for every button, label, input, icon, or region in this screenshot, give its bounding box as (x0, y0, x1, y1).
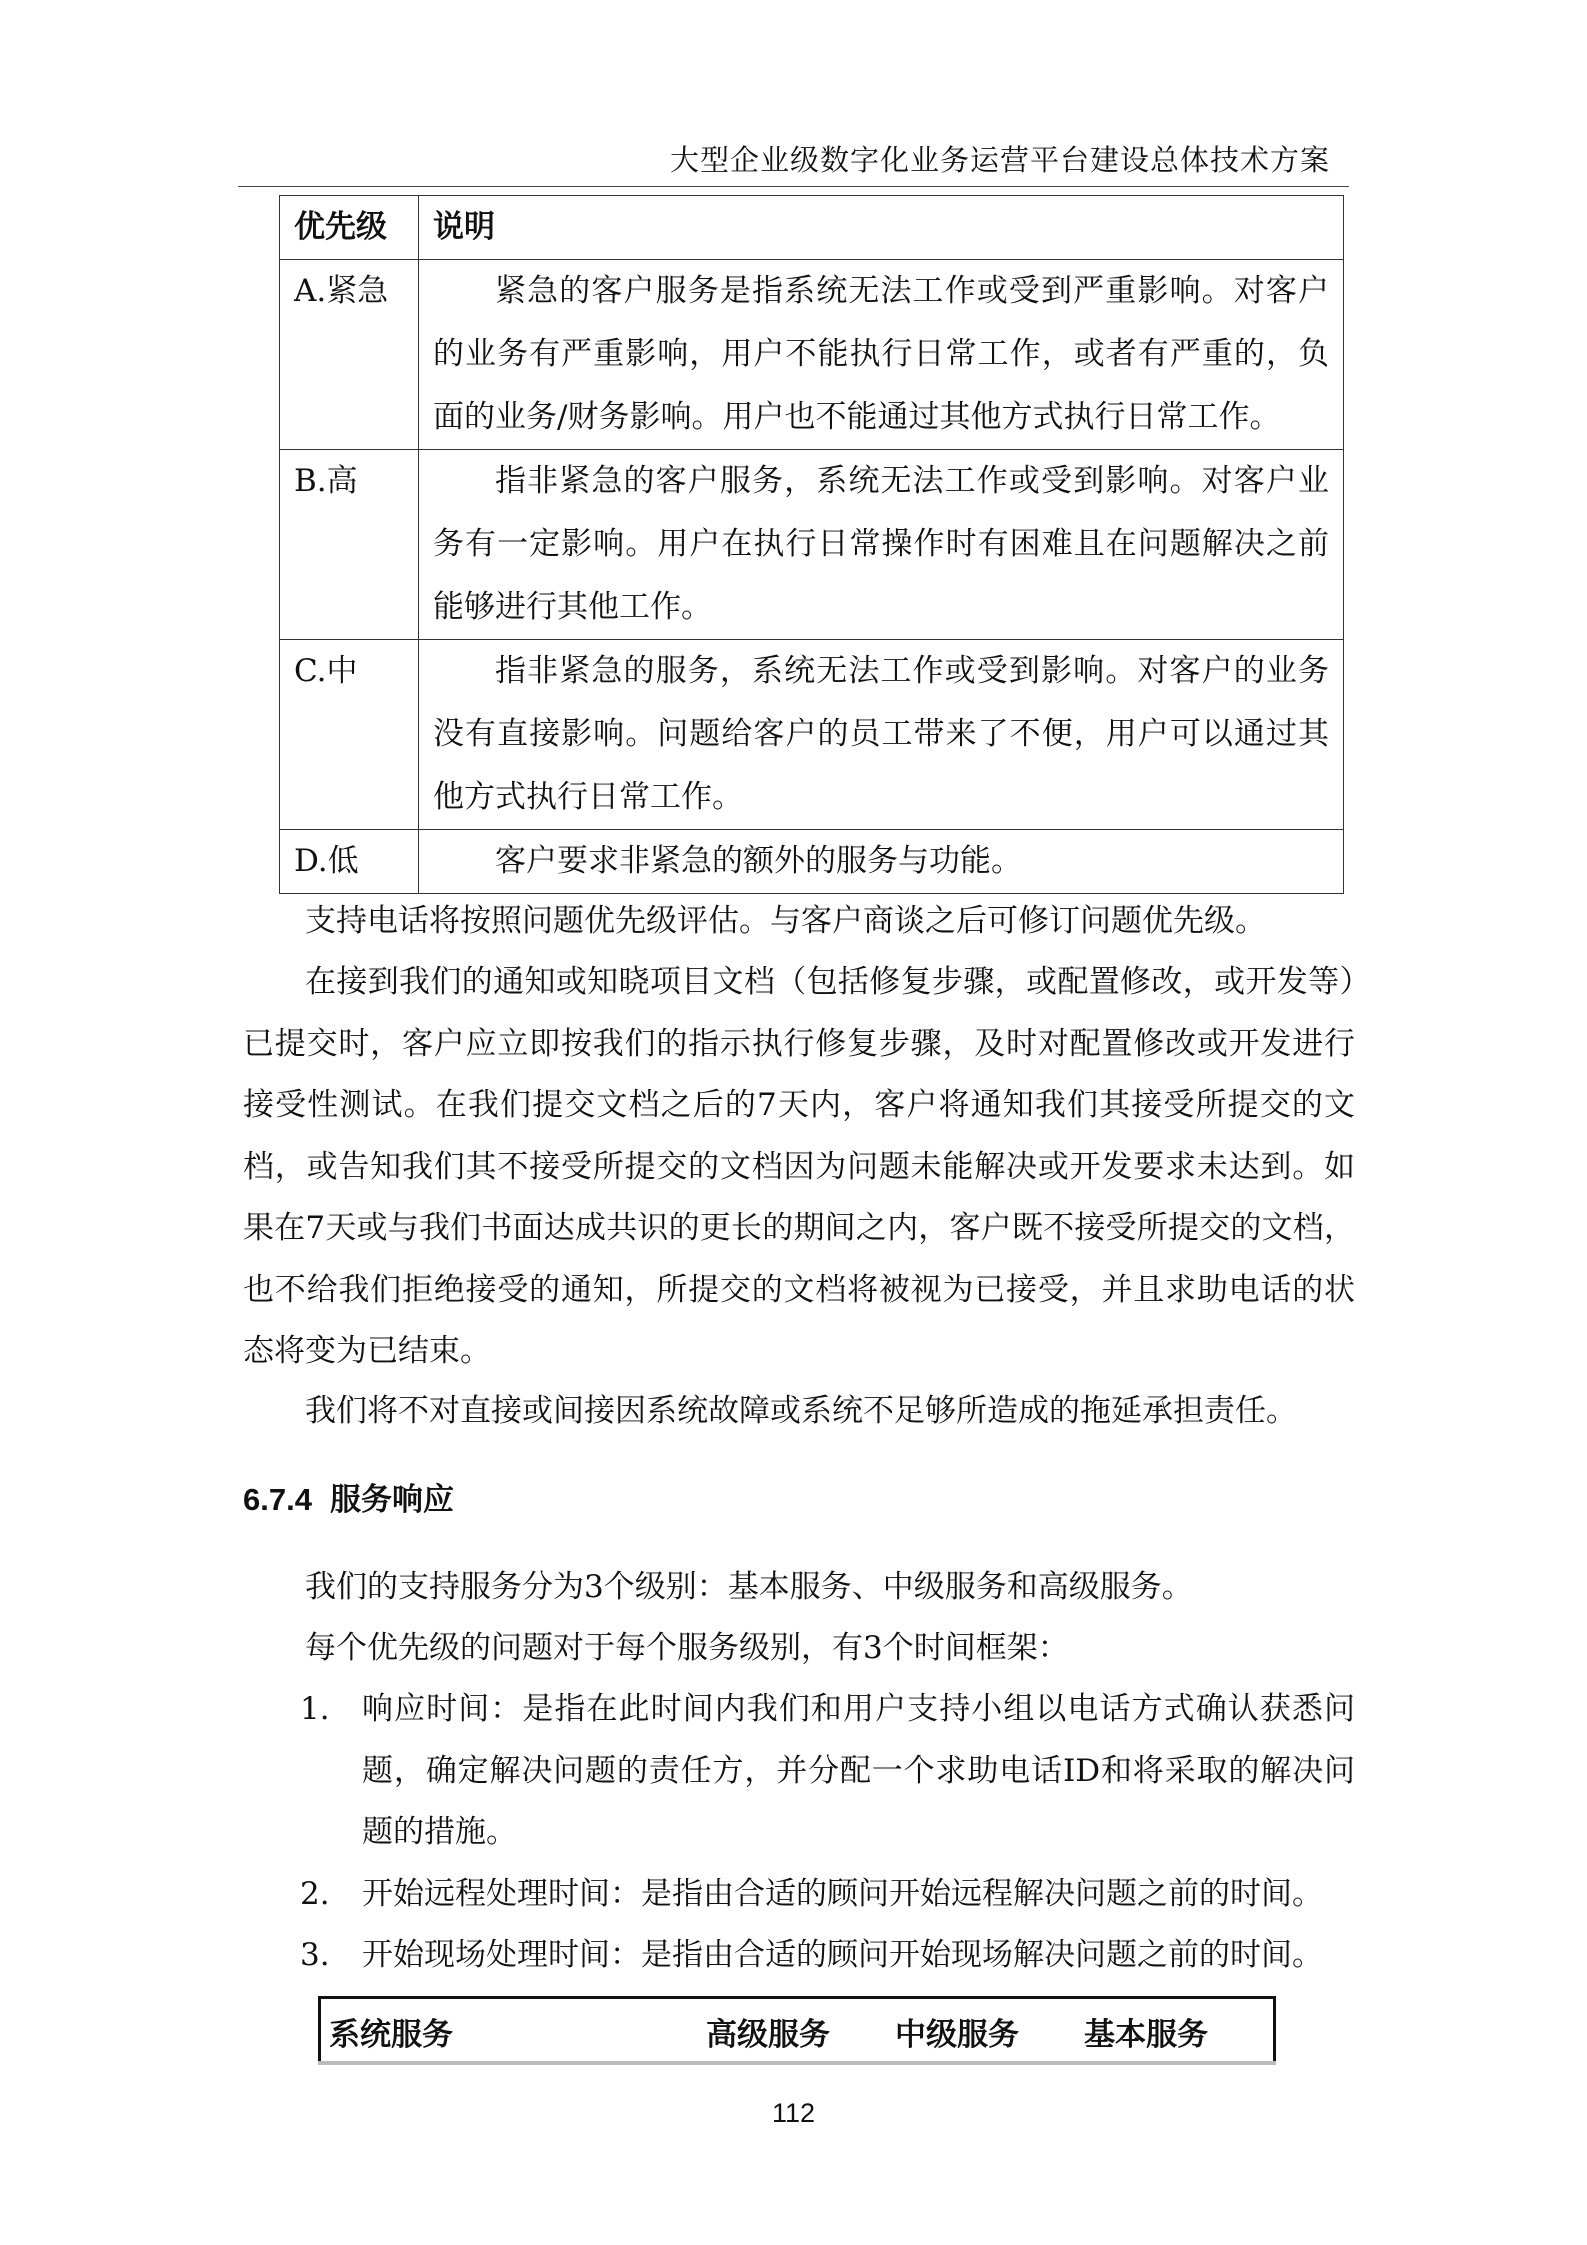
priority-level: D.低 (280, 830, 419, 894)
table-header-row (280, 196, 1344, 260)
paragraph-liability (243, 1381, 1355, 1443)
table-row (280, 640, 1344, 830)
priority-table (279, 195, 1344, 894)
header-basic-service: 基本服务 (1084, 2017, 1208, 2053)
priority-description: 客户要求非紧急的额外的服务与功能。 (419, 830, 1344, 894)
priority-description: 指非紧急的客户服务，系统无法工作或受到影响。对客户业务有一定影响。用户在执行日常操作时有困难且在问题解决之前能够进行其他工作。 (419, 450, 1344, 640)
list-text: 开始现场处理时间：是指由合适的顾问开始现场解决问题之前的时间。 (362, 1937, 1323, 1973)
paragraph-text: 在接到我们的通知或知晓项目文档（包括修复步骤，或配置修改，或开发等）已提交时，客户应立即按我们的指示执行修复步骤，及时对配置修改或开发进行接受性测试。在我们提交文档之后的7天内，客户将通知我们其接受所提交的文档，或告知我们其不接受所提交的文档因为问题未能解决或开发要求未达到。如果在7天或与我们书面达成共识的更长的期间之内，客户既不接受所提交的文档，也不给我们拒绝接受的通知，所提交的文档将被视为已接受，并且求助电话的状态将变为已结束。 (243, 964, 1355, 1369)
list-item (300, 1925, 1355, 1987)
list-item (300, 1864, 1355, 1926)
list-number: 2. (300, 1875, 330, 1912)
table-row (280, 830, 1344, 894)
time-frame-list (300, 1679, 1355, 1987)
paragraph-text: 我们将不对直接或间接因系统故障或系统不足够所造成的拖延承担责任。 (305, 1393, 1297, 1429)
section-heading (243, 1474, 454, 1519)
paragraph-time-frames (243, 1618, 1355, 1680)
header-priority: 优先级 (280, 196, 419, 260)
list-number: 3. (300, 1937, 330, 1973)
paragraph-text: 我们的支持服务分为3个级别：基本服务、中级服务和高级服务。 (305, 1569, 1193, 1605)
header-rule (238, 186, 1349, 187)
header-description: 说明 (419, 196, 1344, 260)
paragraph-acceptance (243, 952, 1355, 1383)
list-item (300, 1679, 1355, 1864)
paragraph-text: 每个优先级的问题对于每个服务级别，有3个时间框架： (305, 1630, 1069, 1666)
list-text: 响应时间：是指在此时间内我们和用户支持小组以电话方式确认获悉问题，确定解决问题的责任方，并分配一个求助电话ID和将采取的解决问题的措施。 (362, 1691, 1355, 1850)
paragraph-text: 支持电话将按照问题优先级评估。与客户商谈之后可修订问题优先级。 (305, 903, 1266, 939)
priority-level: A.紧急 (280, 260, 419, 450)
page-number: 112 (771, 2098, 816, 2128)
section-title: 服务响应 (329, 1482, 454, 1517)
header-system-service: 系统服务 (329, 2017, 453, 2053)
table-row (280, 450, 1344, 640)
priority-description: 指非紧急的服务，系统无法工作或受到影响。对客户的业务没有直接影响。问题给客户的员工带来了不便，用户可以通过其他方式执行日常工作。 (419, 640, 1344, 830)
list-number: 1. (300, 1691, 330, 1727)
section-number: 6.7.4 (243, 1482, 312, 1517)
table-row (280, 260, 1344, 450)
header-advanced-service: 高级服务 (706, 2017, 830, 2053)
paragraph-service-levels (243, 1557, 1355, 1619)
service-table-header (318, 1996, 1276, 2061)
priority-level: B.高 (280, 450, 419, 640)
service-table-shadow (318, 2061, 1276, 2065)
priority-description: 紧急的客户服务是指系统无法工作或受到严重影响。对客户的业务有严重影响，用户不能执行日常工作，或者有严重的，负面的业务/财务影响。用户也不能通过其他方式执行日常工作。 (419, 260, 1344, 450)
document-header: 大型企业级数字化业务运营平台建设总体技术方案 (669, 143, 1330, 177)
header-intermediate-service: 中级服务 (895, 2017, 1019, 2053)
paragraph-priority-evaluation (243, 891, 1355, 953)
list-text: 开始远程处理时间：是指由合适的顾问开始远程解决问题之前的时间。 (362, 1875, 1323, 1912)
priority-level: C.中 (280, 640, 419, 830)
